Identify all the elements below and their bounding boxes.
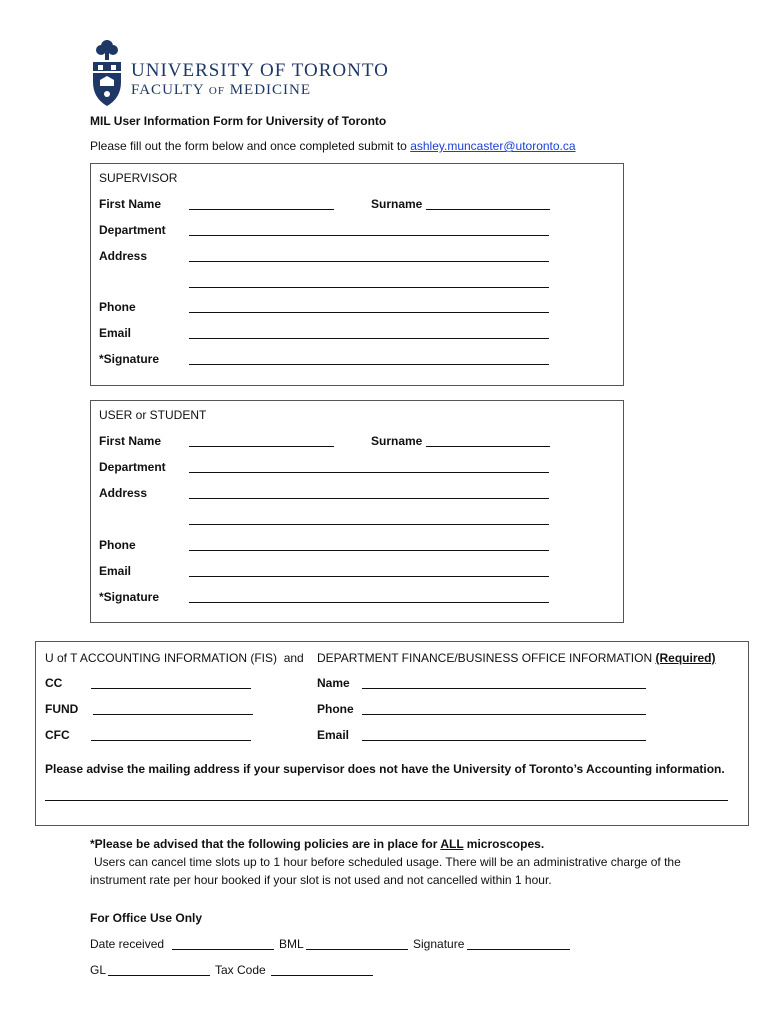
supervisor-address-field-2[interactable] bbox=[189, 287, 549, 288]
date-received-field[interactable] bbox=[172, 949, 274, 950]
supervisor-section bbox=[90, 163, 624, 386]
user-signature-field[interactable] bbox=[189, 602, 549, 603]
user-first-name-field[interactable] bbox=[189, 446, 334, 447]
bml-label: BML bbox=[279, 937, 304, 951]
supervisor-signature-label: *Signature bbox=[99, 352, 160, 366]
supervisor-email-label: Email bbox=[99, 326, 132, 340]
user-section bbox=[90, 400, 624, 623]
tax-code-label: Tax Code bbox=[215, 963, 266, 977]
user-first-name-label: First Name bbox=[99, 434, 162, 448]
office-signature-label: Signature bbox=[413, 937, 465, 951]
cfc-field[interactable] bbox=[91, 740, 251, 741]
supervisor-email-field[interactable] bbox=[189, 338, 549, 339]
user-phone-label: Phone bbox=[99, 538, 136, 552]
finance-email-label: Email bbox=[317, 728, 350, 742]
accounting-section bbox=[35, 641, 749, 826]
intro-text: Please fill out the form below and once completed submit to ashley.muncaster@utoronto.ca bbox=[90, 139, 576, 153]
cfc-label: CFC bbox=[45, 728, 70, 742]
gl-field[interactable] bbox=[108, 975, 210, 976]
policy-lead: *Please be advised that the following policies are in place for ALL microscopes. bbox=[90, 837, 545, 851]
university-crest-icon bbox=[90, 38, 124, 108]
supervisor-address-label: Address bbox=[99, 249, 148, 263]
office-use-title: For Office Use Only bbox=[90, 911, 203, 925]
submit-email-link[interactable]: ashley.muncaster@utoronto.ca bbox=[410, 139, 576, 153]
accounting-right-title: DEPARTMENT FINANCE/BUSINESS OFFICE INFORMATION (Required) bbox=[317, 651, 716, 665]
finance-email-field[interactable] bbox=[362, 740, 646, 741]
bml-field[interactable] bbox=[306, 949, 408, 950]
user-email-label: Email bbox=[99, 564, 132, 578]
finance-name-field[interactable] bbox=[362, 688, 646, 689]
user-email-field[interactable] bbox=[189, 576, 549, 577]
gl-label: GL bbox=[90, 963, 107, 977]
university-name: UNIVERSITY OF TORONTO bbox=[131, 60, 389, 81]
user-address-label: Address bbox=[99, 486, 148, 500]
user-surname-label: Surname bbox=[371, 434, 423, 448]
cc-field[interactable] bbox=[91, 688, 251, 689]
user-surname-field[interactable] bbox=[426, 446, 550, 447]
supervisor-first-name-field[interactable] bbox=[189, 209, 334, 210]
mailing-address-instruction: Please advise the mailing address if your supervisor does not have the University of Toronto’s Accounting information. bbox=[45, 762, 725, 776]
user-department-label: Department bbox=[99, 460, 166, 474]
supervisor-signature-field[interactable] bbox=[189, 364, 549, 365]
policy-line-2: instrument rate per hour booked if your slot is not used and not cancelled within 1 hour. bbox=[90, 873, 552, 887]
supervisor-first-name-label: First Name bbox=[99, 197, 162, 211]
fund-field[interactable] bbox=[93, 714, 253, 715]
supervisor-phone-label: Phone bbox=[99, 300, 136, 314]
finance-name-label: Name bbox=[317, 676, 350, 690]
supervisor-department-field[interactable] bbox=[189, 235, 549, 236]
mailing-address-field[interactable] bbox=[45, 800, 728, 801]
supervisor-surname-label: Surname bbox=[371, 197, 423, 211]
finance-phone-label: Phone bbox=[317, 702, 354, 716]
user-phone-field[interactable] bbox=[189, 550, 549, 551]
tax-code-field[interactable] bbox=[271, 975, 373, 976]
user-address-field-2[interactable] bbox=[189, 524, 549, 525]
user-address-field-1[interactable] bbox=[189, 498, 549, 499]
supervisor-department-label: Department bbox=[99, 223, 166, 237]
user-title: USER or STUDENT bbox=[99, 408, 207, 422]
cc-label: CC bbox=[45, 676, 63, 690]
accounting-left-title: U of T ACCOUNTING INFORMATION (FIS) and bbox=[45, 651, 304, 665]
fund-label: FUND bbox=[45, 702, 79, 716]
finance-phone-field[interactable] bbox=[362, 714, 646, 715]
office-signature-field[interactable] bbox=[467, 949, 570, 950]
supervisor-title: SUPERVISOR bbox=[99, 171, 178, 185]
user-signature-label: *Signature bbox=[99, 590, 160, 604]
date-received-label: Date received bbox=[90, 937, 165, 951]
form-title: MIL User Information Form for University of Toronto bbox=[90, 114, 387, 128]
policy-line-1: Users can cancel time slots up to 1 hour before scheduled usage. There will be an administrative charge of the bbox=[94, 855, 681, 869]
faculty-name: FACULTY OF MEDICINE bbox=[131, 82, 312, 98]
user-department-field[interactable] bbox=[189, 472, 549, 473]
supervisor-surname-field[interactable] bbox=[426, 209, 550, 210]
supervisor-address-field-1[interactable] bbox=[189, 261, 549, 262]
supervisor-phone-field[interactable] bbox=[189, 312, 549, 313]
